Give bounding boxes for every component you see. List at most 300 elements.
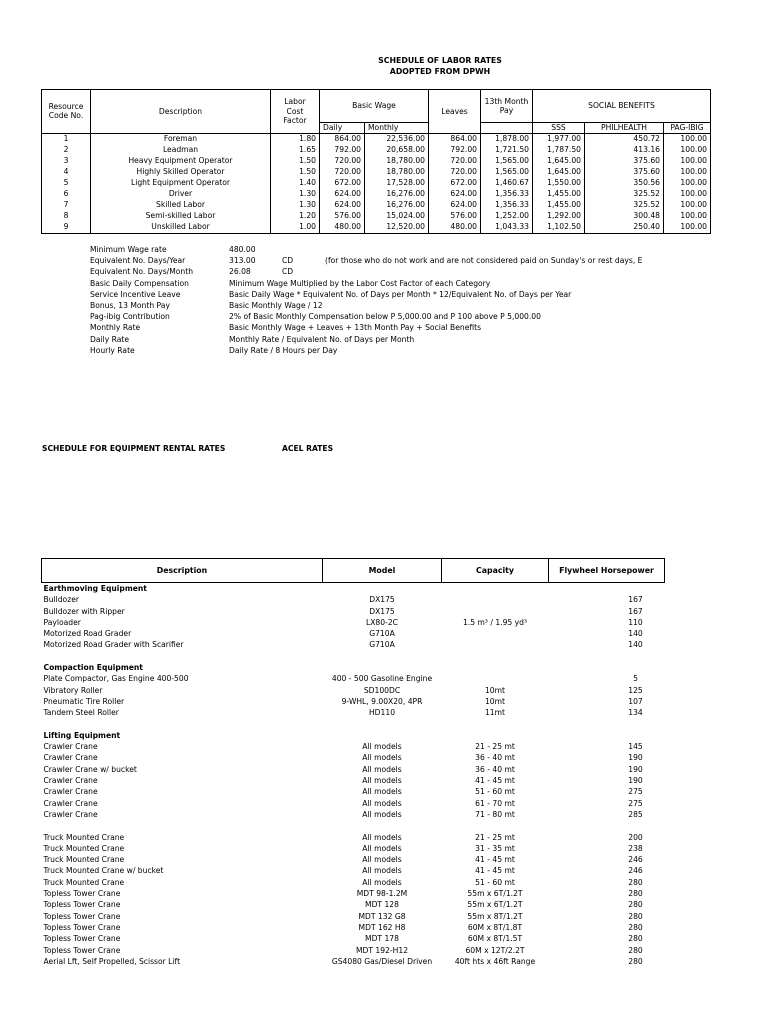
equipment-rental-table xyxy=(41,558,665,967)
equip-model: MDT 178 xyxy=(365,934,399,944)
table-row xyxy=(42,200,711,211)
table-cell: 7 xyxy=(42,200,91,211)
table-cell: 17,528.00 xyxy=(365,178,429,189)
note-label: Minimum Wage rate xyxy=(90,245,167,254)
equip-horsepower: 5 xyxy=(633,674,638,684)
table-cell: 1.65 xyxy=(271,145,320,156)
equip-horsepower: 107 xyxy=(628,696,643,706)
table-row xyxy=(42,211,711,222)
equip-model: LX80-2C xyxy=(366,617,398,627)
equip-horsepower: 246 xyxy=(628,866,643,876)
equipment-row xyxy=(42,922,665,933)
table-cell: 720.00 xyxy=(320,167,365,178)
table-cell: 1,565.00 xyxy=(481,167,533,178)
table-cell: 100.00 xyxy=(664,222,711,234)
equipment-row xyxy=(42,843,665,854)
table-cell: 15,024.00 xyxy=(365,211,429,222)
equip-horsepower: 190 xyxy=(628,764,643,774)
equipment-category-row xyxy=(42,662,665,673)
equip-model: All models xyxy=(362,866,402,876)
equip-model: All models xyxy=(362,787,402,797)
spacer-row xyxy=(42,651,665,662)
equip-capacity xyxy=(442,730,549,741)
note-value: Monthly Rate / Equivalent No. of Days per Month xyxy=(229,334,415,344)
equip-header-model: Model xyxy=(323,559,442,583)
table-cell: 1,252.00 xyxy=(481,211,533,222)
equip-description: Payloader xyxy=(43,617,81,627)
equip-capacity: 55m x 8T/1.2T xyxy=(467,911,523,921)
equip-horsepower: 190 xyxy=(628,776,643,786)
table-cell: Unskilled Labor xyxy=(91,222,271,234)
table-row xyxy=(42,222,711,234)
equip-capacity: 21 - 25 mt xyxy=(475,832,515,842)
equipment-row xyxy=(42,696,665,707)
note-row xyxy=(90,300,665,311)
note-label: Hourly Rate xyxy=(90,345,135,355)
equipment-row xyxy=(42,594,665,605)
table-cell: 624.00 xyxy=(429,200,481,211)
equip-horsepower: 275 xyxy=(628,798,643,808)
table-cell: 1,102.50 xyxy=(533,222,585,234)
equip-capacity: 31 - 35 mt xyxy=(475,843,515,853)
table-cell: Leadman xyxy=(91,145,271,156)
table-cell: 480.00 xyxy=(429,222,481,234)
equip-description: Truck Mounted Crane xyxy=(43,855,125,865)
equip-header-horsepower: Flywheel Horsepower xyxy=(549,559,665,583)
equip-model: All models xyxy=(362,843,402,853)
equipment-row xyxy=(42,775,665,786)
equip-description: Crawler Crane xyxy=(43,809,98,819)
equip-description xyxy=(42,651,323,662)
note-remark xyxy=(325,244,665,255)
col-header-resource-code: Resource Code No. xyxy=(42,90,91,134)
note-value: 480.00 xyxy=(229,245,256,254)
table-row xyxy=(42,178,711,189)
table-cell: 1.30 xyxy=(271,189,320,200)
col-header-daily: Daily xyxy=(320,123,365,134)
equip-capacity: 60M x 8T/1.5T xyxy=(467,934,523,944)
table-cell: 1.50 xyxy=(271,167,320,178)
table-cell: 375.60 xyxy=(585,156,664,167)
equip-model: MDT 132 G8 xyxy=(358,911,406,921)
equip-horsepower: 280 xyxy=(628,945,643,955)
equipment-row xyxy=(42,956,665,967)
labor-rates-body xyxy=(42,133,711,233)
table-cell: 1.80 xyxy=(271,133,320,145)
equip-model: MDT 162 H8 xyxy=(358,922,406,932)
equip-model: G710A xyxy=(369,640,395,650)
equip-model: All models xyxy=(362,832,402,842)
table-cell: 325.52 xyxy=(585,200,664,211)
col-header-pagibig: PAG-IBIG xyxy=(664,123,711,134)
note-label: Equivalent No. Days/Year xyxy=(90,256,186,266)
equip-description: Topless Tower Crane xyxy=(43,922,121,932)
equip-description: Truck Mounted Crane xyxy=(43,832,125,842)
note-unit xyxy=(282,244,325,255)
table-cell: 576.00 xyxy=(320,211,365,222)
equip-capacity: 55m x 6T/1.2T xyxy=(467,900,523,910)
equip-description: Motorized Road Grader xyxy=(43,629,132,639)
col-header-13th-month: 13th Month Pay xyxy=(481,90,533,123)
table-cell: 1,460.67 xyxy=(481,178,533,189)
equip-capacity: 40ft hts x 46ft Range xyxy=(454,956,536,966)
equipment-row xyxy=(42,639,665,650)
equip-model: All models xyxy=(362,809,402,819)
table-cell: 3 xyxy=(42,156,91,167)
labor-subtitle: ADOPTED FROM DPWH xyxy=(389,67,491,76)
table-cell: 480.00 xyxy=(320,222,365,234)
note-remark: (for those who do not work and are not considered paid on Sunday's or rest days, E xyxy=(325,256,643,266)
table-cell: 2 xyxy=(42,145,91,156)
spacer-row xyxy=(42,820,665,831)
equip-capacity xyxy=(442,606,549,617)
note-value: Basic Monthly Wage / 12 xyxy=(229,301,323,311)
table-cell: 9 xyxy=(42,222,91,234)
table-cell: 16,276.00 xyxy=(365,189,429,200)
equip-horsepower: 275 xyxy=(628,787,643,797)
table-cell: 1.30 xyxy=(271,200,320,211)
equip-description: Tandem Steel Roller xyxy=(43,708,119,718)
equip-model: All models xyxy=(362,855,402,865)
equip-model: All models xyxy=(362,776,402,786)
equip-horsepower xyxy=(549,820,665,831)
table-cell: 1,878.00 xyxy=(481,133,533,145)
equipment-row xyxy=(42,741,665,752)
table-cell: 4 xyxy=(42,167,91,178)
col-header-social-benefits: SOCIAL BENEFITS xyxy=(533,90,711,123)
equip-horsepower xyxy=(549,651,665,662)
table-cell: 325.52 xyxy=(585,189,664,200)
table-cell: Semi-skilled Labor xyxy=(91,211,271,222)
equip-description: Topless Tower Crane xyxy=(43,900,121,910)
table-cell: 1,645.00 xyxy=(533,156,585,167)
equipment-row xyxy=(42,685,665,696)
equipment-row xyxy=(42,911,665,922)
table-cell: 1.00 xyxy=(271,222,320,234)
note-label: Pag-ibig Contribution xyxy=(90,312,170,322)
equip-capacity: 51 - 60 mt xyxy=(475,787,515,797)
equip-horsepower: 140 xyxy=(628,640,643,650)
equip-description: Pneumatic Tire Roller xyxy=(43,696,125,706)
equip-horsepower: 125 xyxy=(628,685,643,695)
table-cell: 792.00 xyxy=(429,145,481,156)
equip-horsepower: 167 xyxy=(628,595,643,605)
table-cell: 1,356.33 xyxy=(481,200,533,211)
note-row xyxy=(90,311,665,322)
equip-capacity: 36 - 40 mt xyxy=(475,764,515,774)
table-cell: 250.40 xyxy=(585,222,664,234)
table-cell: Driver xyxy=(91,189,271,200)
equipment-row xyxy=(42,854,665,865)
table-cell: 624.00 xyxy=(320,189,365,200)
equip-description xyxy=(42,820,323,831)
equipment-row xyxy=(42,606,665,617)
equipment-row xyxy=(42,786,665,797)
equipment-section-title: SCHEDULE FOR EQUIPMENT RENTAL RATES xyxy=(42,444,226,453)
col-header-basic-wage: Basic Wage xyxy=(320,90,429,123)
note-unit: CD xyxy=(282,256,294,266)
table-cell: Skilled Labor xyxy=(91,200,271,211)
equipment-category-row xyxy=(42,583,665,595)
equip-horsepower: 246 xyxy=(628,855,643,865)
equip-capacity: 10mt xyxy=(484,685,506,695)
equip-model: All models xyxy=(362,798,402,808)
equipment-row xyxy=(42,933,665,944)
labor-title: SCHEDULE OF LABOR RATES xyxy=(378,56,502,65)
table-cell: 100.00 xyxy=(664,156,711,167)
equipment-row xyxy=(42,752,665,763)
table-cell: 1,977.00 xyxy=(533,133,585,145)
equip-model xyxy=(323,719,442,730)
spacer-row xyxy=(42,719,665,730)
table-cell: 720.00 xyxy=(429,167,481,178)
table-cell: 100.00 xyxy=(664,133,711,145)
equip-horsepower: 167 xyxy=(628,606,643,616)
equip-horsepower: 190 xyxy=(628,753,643,763)
equip-capacity: 60M x 8T/1.8T xyxy=(467,922,523,932)
table-cell: 20,658.00 xyxy=(365,145,429,156)
equip-description: Plate Compactor, Gas Engine 400-500 xyxy=(43,674,189,684)
table-cell: 100.00 xyxy=(664,145,711,156)
table-cell: Foreman xyxy=(91,133,271,145)
equip-description: Crawler Crane xyxy=(43,742,98,752)
table-cell: 1,565.00 xyxy=(481,156,533,167)
equip-description: Crawler Crane xyxy=(43,798,98,808)
equip-capacity xyxy=(442,639,549,650)
note-label: Equivalent No. Days/Month xyxy=(90,267,194,277)
table-cell: 720.00 xyxy=(320,156,365,167)
equip-capacity xyxy=(442,820,549,831)
equip-horsepower: 280 xyxy=(628,900,643,910)
equip-model: 400 - 500 Gasoline Engine xyxy=(331,674,433,684)
table-cell: 1,455.00 xyxy=(533,189,585,200)
equip-model xyxy=(323,583,442,595)
equip-model xyxy=(323,651,442,662)
note-unit: CD xyxy=(282,267,294,277)
table-row xyxy=(42,133,711,145)
equip-model: G710A xyxy=(369,629,395,639)
equip-capacity: 41 - 45 mt xyxy=(475,776,515,786)
table-cell: Highly Skilled Operator xyxy=(91,167,271,178)
equip-description: Topless Tower Crane xyxy=(43,911,121,921)
equip-horsepower: 280 xyxy=(628,934,643,944)
equip-model: All models xyxy=(362,742,402,752)
equip-description: Motorized Road Grader with Scarifier xyxy=(43,640,184,650)
equipment-row xyxy=(42,809,665,820)
table-cell: 1.40 xyxy=(271,178,320,189)
equip-description: Bulldozer with Ripper xyxy=(43,606,125,616)
equip-capacity xyxy=(442,662,549,673)
equip-description: Aerial Lft, Self Propelled, Scissor Lift xyxy=(43,956,181,966)
equip-horsepower: 134 xyxy=(628,708,643,718)
equip-description: Truck Mounted Crane xyxy=(43,877,125,887)
labor-notes xyxy=(90,244,665,356)
equip-model: GS4080 Gas/Diesel Driven xyxy=(331,956,433,966)
equip-horsepower xyxy=(549,719,665,730)
equipment-row xyxy=(42,673,665,684)
table-cell: 22,536.00 xyxy=(365,133,429,145)
table-cell: 1 xyxy=(42,133,91,145)
equip-horsepower: 280 xyxy=(628,889,643,899)
equip-horsepower: 280 xyxy=(628,956,643,966)
note-row xyxy=(90,266,665,277)
note-row xyxy=(90,255,665,266)
equip-description: Compaction Equipment xyxy=(43,663,143,673)
equipment-row xyxy=(42,707,665,718)
equip-model xyxy=(323,820,442,831)
col-header-description: Description xyxy=(91,90,271,134)
equip-description: Crawler Crane xyxy=(43,787,98,797)
table-cell: Heavy Equipment Operator xyxy=(91,156,271,167)
table-cell: 100.00 xyxy=(664,167,711,178)
equip-model: All models xyxy=(362,877,402,887)
note-value: Basic Monthly Wage + Leaves + 13th Month Pay + Social Benefits xyxy=(229,323,482,333)
col-header-labor-cost-factor: Labor Cost Factor xyxy=(271,90,320,134)
table-cell: 12,520.00 xyxy=(365,222,429,234)
note-value: Minimum Wage Multiplied by the Labor Cost Factor of each Category xyxy=(229,278,491,288)
equip-capacity: 71 - 80 mt xyxy=(475,809,515,819)
equip-capacity xyxy=(442,719,549,730)
equip-horsepower xyxy=(549,662,665,673)
note-label: Service Incentive Leave xyxy=(90,289,181,299)
equip-horsepower xyxy=(549,583,665,595)
equip-capacity xyxy=(442,628,549,639)
equip-description: Lifting Equipment xyxy=(43,730,121,740)
table-row xyxy=(42,189,711,200)
equip-description: Bulldozer xyxy=(43,595,79,605)
table-cell: 1.50 xyxy=(271,156,320,167)
table-cell: 624.00 xyxy=(429,189,481,200)
equip-horsepower xyxy=(549,730,665,741)
equipment-row xyxy=(42,865,665,876)
equip-model: MDT 128 xyxy=(365,900,399,910)
equip-capacity: 55m x 6T/1.2T xyxy=(467,889,523,899)
equipment-row xyxy=(42,798,665,809)
note-label: Bonus, 13 Month Pay xyxy=(90,301,170,311)
note-value: 26.08 xyxy=(229,267,251,277)
table-cell: 18,780.00 xyxy=(365,167,429,178)
equipment-row xyxy=(42,888,665,899)
equip-description: Earthmoving Equipment xyxy=(43,584,147,593)
note-label: Daily Rate xyxy=(90,334,130,344)
equip-model: HD110 xyxy=(368,708,396,718)
note-row xyxy=(90,322,665,333)
table-cell: 624.00 xyxy=(320,200,365,211)
equip-model: MDT 98-1.2M xyxy=(356,889,408,899)
equipment-row xyxy=(42,899,665,910)
table-cell: 864.00 xyxy=(429,133,481,145)
table-cell: 576.00 xyxy=(429,211,481,222)
labor-rates-table xyxy=(41,89,711,234)
equip-horsepower: 280 xyxy=(628,922,643,932)
table-cell: 1,356.33 xyxy=(481,189,533,200)
equipment-row xyxy=(42,832,665,843)
note-value: Basic Daily Wage * Equivalent No. of Days per Month * 12/Equivalent No. of Days per Year xyxy=(229,289,572,299)
table-cell: 413.16 xyxy=(585,145,664,156)
table-cell: 5 xyxy=(42,178,91,189)
table-cell: 100.00 xyxy=(664,200,711,211)
equip-horsepower: 200 xyxy=(628,832,643,842)
equipment-row xyxy=(42,764,665,775)
table-cell: 300.48 xyxy=(585,211,664,222)
equip-description: Topless Tower Crane xyxy=(43,945,121,955)
table-cell: 720.00 xyxy=(429,156,481,167)
equip-horsepower: 238 xyxy=(628,843,643,853)
equipment-section-subtitle: ACEL RATES xyxy=(282,444,334,453)
equip-description: Crawler Crane w/ bucket xyxy=(43,764,137,774)
equip-capacity: 10mt xyxy=(484,696,506,706)
equip-capacity: 51 - 60 mt xyxy=(475,877,515,887)
equip-model: DX175 xyxy=(369,606,395,616)
equip-horsepower: 285 xyxy=(628,809,643,819)
table-cell: 1,043.33 xyxy=(481,222,533,234)
col-header-sss: SSS xyxy=(533,123,585,134)
equip-model xyxy=(323,730,442,741)
equip-capacity: 1.5 m³ / 1.95 yd³ xyxy=(463,617,527,627)
table-cell: 1,645.00 xyxy=(533,167,585,178)
equip-description: Truck Mounted Crane xyxy=(43,843,125,853)
equip-capacity: 36 - 40 mt xyxy=(475,753,515,763)
table-cell: 100.00 xyxy=(664,178,711,189)
equipment-row xyxy=(42,628,665,639)
table-cell: 450.72 xyxy=(585,133,664,145)
note-remark xyxy=(325,266,665,277)
equip-description: Topless Tower Crane xyxy=(43,889,121,899)
table-cell: 864.00 xyxy=(320,133,365,145)
equip-horsepower: 140 xyxy=(628,629,643,639)
equip-description: Crawler Crane xyxy=(43,776,98,786)
equip-capacity xyxy=(442,673,549,684)
equip-model: SD100DC xyxy=(363,685,401,695)
equip-capacity: 41 - 45 mt xyxy=(475,866,515,876)
table-cell: 672.00 xyxy=(320,178,365,189)
equip-model: MDT 192-H12 xyxy=(355,945,409,955)
table-cell: 1,455.00 xyxy=(533,200,585,211)
table-cell: 1,721.50 xyxy=(481,145,533,156)
table-cell: 792.00 xyxy=(320,145,365,156)
equip-header-capacity: Capacity xyxy=(442,559,549,583)
equip-model: 9-WHL, 9.00X20, 4PR xyxy=(341,696,423,706)
table-cell: 8 xyxy=(42,211,91,222)
equip-model xyxy=(323,662,442,673)
equip-description: Crawler Crane xyxy=(43,753,98,763)
equip-capacity: 41 - 45 mt xyxy=(475,855,515,865)
equip-capacity: 21 - 25 mt xyxy=(475,742,515,752)
equip-horsepower: 280 xyxy=(628,911,643,921)
note-label: Basic Daily Compensation xyxy=(90,278,189,288)
table-cell: 100.00 xyxy=(664,211,711,222)
equipment-row xyxy=(42,617,665,628)
table-cell: 1,550.00 xyxy=(533,178,585,189)
equipment-row xyxy=(42,877,665,888)
equip-description xyxy=(42,719,323,730)
equip-horsepower: 280 xyxy=(628,877,643,887)
table-cell: 6 xyxy=(42,189,91,200)
note-value: 313.00 xyxy=(229,256,256,266)
table-row xyxy=(42,156,711,167)
equip-capacity: 61 - 70 mt xyxy=(475,798,515,808)
equip-capacity: 11mt xyxy=(484,708,506,718)
equip-horsepower: 145 xyxy=(628,742,643,752)
note-row xyxy=(90,334,665,345)
table-cell: 672.00 xyxy=(429,178,481,189)
note-label: Monthly Rate xyxy=(90,323,141,333)
table-row xyxy=(42,167,711,178)
equip-capacity xyxy=(442,594,549,605)
col-header-philhealth: PHILHEALTH xyxy=(585,123,664,134)
equip-model: All models xyxy=(362,753,402,763)
table-row xyxy=(42,145,711,156)
